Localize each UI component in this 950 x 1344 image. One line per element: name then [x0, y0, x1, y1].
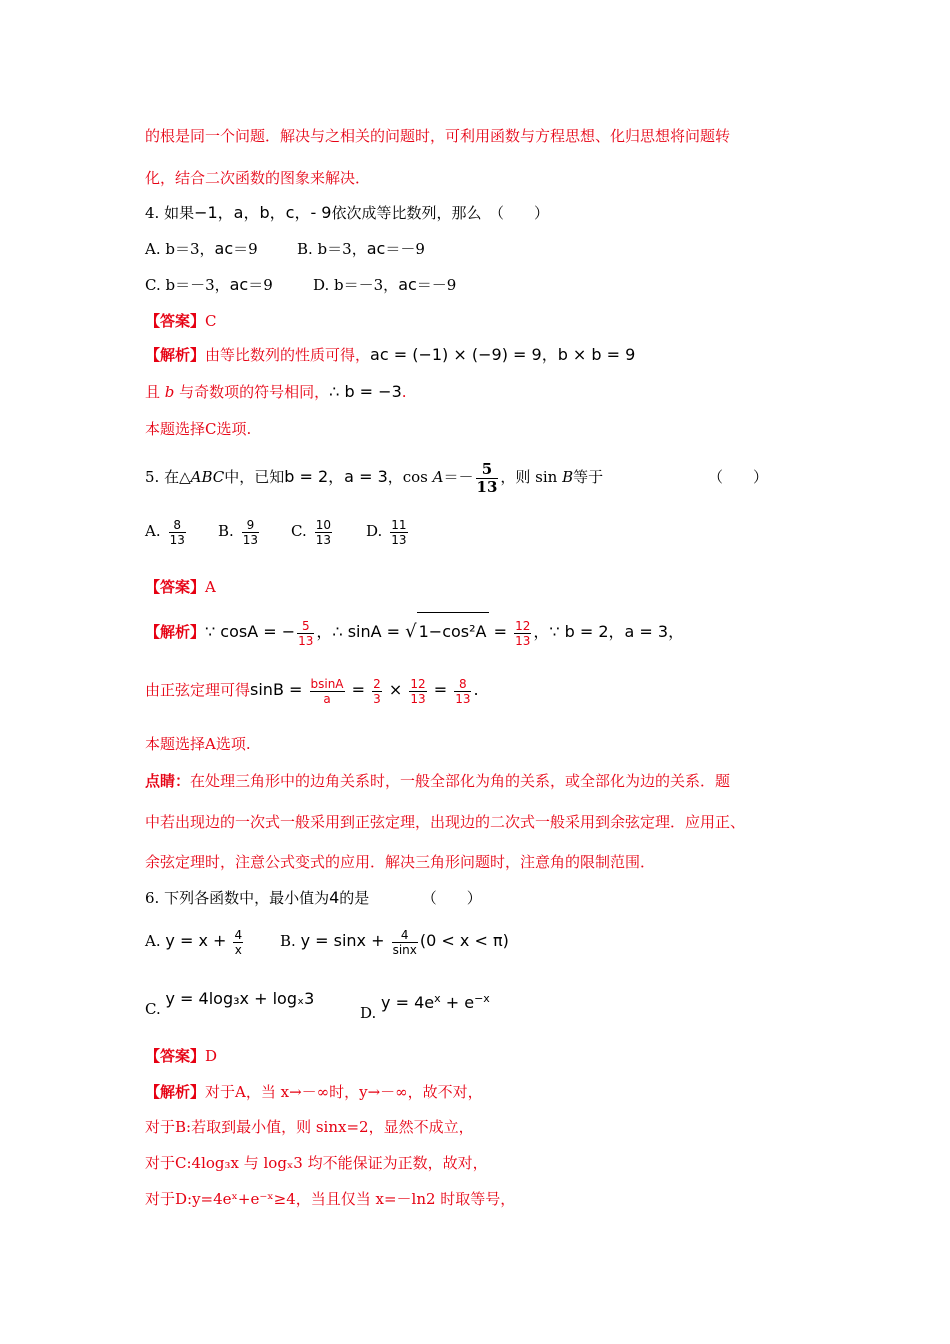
q4-option-c-math: ac [229, 275, 249, 294]
q5-an2-f1-den: a [310, 691, 345, 706]
q5-stem-e: ，则 sin [500, 468, 563, 486]
q5-stem-frac-den: 13 [476, 477, 498, 496]
q5-option-d-frac [390, 518, 407, 547]
q5-option-d-label: D. [366, 522, 383, 540]
q4-conclusion: 本题选择C选项. [145, 420, 252, 438]
q6-option-b-math: y = sinx + [300, 931, 390, 950]
q6-stem-a: 6. 下列各函数中，最小值为 [145, 889, 330, 907]
q5-stem-f: 等于 [573, 468, 604, 486]
q5-option-b-label: B. [218, 522, 234, 540]
q6-option-a-frac [233, 928, 243, 957]
q6-option-a-num: 4 [234, 927, 243, 942]
q4-option-d-text: D. b＝－3， [313, 276, 399, 294]
q4-option-d-math: ac [398, 275, 417, 294]
q5-answer-tag: 【答案】 [145, 578, 206, 596]
q6-option-a-math: y = x + [165, 931, 232, 950]
q5-an2-frac-2 [372, 677, 382, 706]
q5-option-c-label: C. [291, 522, 307, 540]
q4-option-a [145, 239, 258, 259]
q5-option-c-frac [315, 518, 332, 547]
q4-stem-text-a: 4. 如果 [145, 204, 195, 222]
q5-tip-tag: 点睛： [145, 772, 191, 790]
q6-analysis-line-2: 对于B:若取到最小值，则 sinx=2，显然不成立， [145, 1118, 474, 1136]
q5-option-b-den: 13 [242, 532, 259, 547]
q4-answer [145, 311, 217, 331]
q4-option-a-text: A. b＝3， [145, 240, 215, 258]
q6-option-c [145, 985, 315, 1018]
q5-an2-f3-num: 12 [410, 676, 426, 691]
q4-option-b [297, 239, 425, 259]
q5-option-c-num: 10 [315, 517, 331, 532]
q5-stem-fraction [476, 461, 499, 496]
q4-stem [145, 203, 549, 223]
q5-an2-c: × [383, 680, 408, 699]
q6-option-a-den: x [234, 942, 242, 957]
q6-analysis-line-3: 对于C:4log₃x 与 logₓ3 均不能保证为正数，故对， [145, 1154, 488, 1172]
q5-option-b-num: 9 [246, 517, 255, 532]
q6-option-b-label: B. [280, 932, 296, 950]
q5-tip-line-2: 中若出现边的一次式一般采用到正弦定理，出现边的二次式一般采用到余弦定理．应用正、 [145, 813, 746, 831]
q4-stem-text-b: 依次成等比数列，那么 （ ） [331, 204, 549, 222]
q5-answer-value: A [205, 578, 216, 596]
q5-an2-text: 由正弦定理可得 [145, 681, 251, 699]
q5-an2-a: sinB = [250, 680, 308, 699]
q6-option-b-frac [392, 928, 418, 957]
q5-option-b-frac [242, 518, 259, 547]
q4-analysis-2-b: b [164, 383, 175, 401]
q5-stem-d: ＝－ [443, 468, 474, 486]
q6-answer [145, 1046, 217, 1066]
q4-option-c-text-b: ＝9 [248, 276, 273, 294]
q5-option-c [291, 515, 334, 547]
q4-option-c [145, 275, 273, 295]
q5-an1-f1-num: 5 [301, 618, 310, 633]
q5-stem-abc: ABC [190, 468, 225, 486]
intro-line-1: 的根是同一个问题．解决与之相关的问题时，可利用函数与方程思想、化归思想将问题转 [145, 127, 731, 145]
q6-option-a-label: A. [145, 932, 161, 950]
q6-analysis-line-4: 对于D:y=4eˣ+e⁻ˣ≥4，当且仅当 x=－ln2 时取等号， [145, 1190, 516, 1208]
q6-option-b-den: sinx [392, 942, 417, 957]
q5-an1-f2-den: 13 [515, 633, 531, 648]
q4-option-c-text: C. b＝－3， [145, 276, 230, 294]
q5-an2-f2-den: 3 [373, 691, 381, 706]
q5-an1-c: = [488, 622, 513, 641]
q4-analysis-2-c: 与奇数项的符号相同， [174, 383, 330, 401]
q4-answer-value: C [205, 312, 217, 330]
q6-option-d-math-2: + e [440, 993, 475, 1012]
q6-analysis-line-1 [145, 1082, 483, 1102]
q4-option-a-math: ac [214, 239, 234, 258]
q5-option-a-den: 13 [169, 532, 185, 547]
q6-option-c-math: y = 4log₃x + logₓ3 [165, 989, 315, 1008]
q4-option-b-math: ac [366, 239, 386, 258]
q5-stem-angle-a: A [432, 468, 444, 486]
q4-analysis-tag: 【解析】 [145, 346, 206, 364]
q6-option-d-math: y = 4e [381, 993, 435, 1012]
q5-an1-b: ，∴ sinA = [316, 622, 406, 641]
q5-an1-f1-den: 13 [298, 633, 314, 648]
q5-analysis-tag: 【解析】 [145, 623, 206, 641]
q5-tip-line-3: 余弦定理时，注意公式变式的应用．解决三角形问题时，注意角的限制范围． [145, 853, 656, 871]
q5-option-a-frac [169, 518, 186, 547]
q5-an1-a: ∵ cosA = − [205, 622, 296, 641]
q5-conclusion: 本题选择A选项. [145, 735, 251, 753]
q5-option-d [366, 515, 410, 547]
q4-analysis-line-1 [145, 345, 635, 365]
q5-an2-f4-den: 13 [455, 691, 471, 706]
q5-stem [145, 457, 603, 497]
q5-stem-c: ，cos [387, 468, 433, 486]
q4-option-d-text-b: ＝－9 [416, 276, 457, 294]
q4-analysis-2-d: . [401, 383, 407, 401]
q5-analysis-line-2 [145, 671, 479, 709]
q4-analysis-text: 由等比数列的性质可得， [205, 346, 371, 364]
q5-option-b [218, 515, 261, 547]
q5-an1-frac-2 [514, 619, 531, 648]
q4-option-a-text-b: ＝9 [233, 240, 258, 258]
q5-option-c-den: 13 [315, 532, 331, 547]
q5-option-a-label: A. [145, 522, 161, 540]
q6-option-d-sup-2: −x [474, 992, 490, 1005]
q5-stem-math: b = 2，a = 3 [284, 467, 388, 486]
q5-an2-f3-den: 13 [410, 691, 426, 706]
q5-an2-e: . [473, 680, 479, 699]
q4-analysis-2-math: ∴ b = −3 [329, 382, 402, 401]
q5-an2-b: = [346, 680, 371, 699]
q5-stem-frac-num: 5 [481, 459, 493, 478]
q6-stem-b: 的是 （ ） [339, 889, 482, 907]
intro-line-2: 化，结合二次函数的图象来解决． [145, 169, 371, 187]
q6-option-b [280, 922, 509, 960]
q5-an2-f2-num: 2 [373, 676, 381, 691]
q6-answer-value: D [205, 1047, 218, 1065]
q5-option-a-num: 8 [173, 517, 182, 532]
q5-tip-line-1 [145, 771, 730, 791]
q5-analysis-line-1 [145, 612, 684, 651]
q6-answer-tag: 【答案】 [145, 1047, 206, 1065]
q4-analysis-math: ac = (−1) × (−9) = 9，b × b = 9 [370, 345, 636, 364]
q5-an1-f2-num: 12 [515, 618, 531, 633]
q4-stem-math: −1，a，b，c，- 9 [194, 203, 332, 222]
q5-an1-sqrt: 1−cos²A [417, 612, 489, 651]
q6-option-c-label: C. [145, 1000, 161, 1018]
q6-stem [145, 888, 482, 908]
q4-option-d [313, 275, 456, 295]
q5-answer [145, 577, 216, 597]
q6-option-d [360, 985, 490, 1022]
q6-option-b-math-2: (0 < x < π) [419, 931, 509, 950]
q5-an1-frac-1 [297, 619, 314, 648]
q5-option-d-num: 11 [391, 517, 407, 532]
q5-an2-frac-3 [409, 677, 426, 706]
q4-answer-tag: 【答案】 [145, 312, 206, 330]
q6-stem-math: 4 [329, 888, 340, 907]
q5-an1-radical: √ [405, 621, 417, 642]
q6-option-d-label: D. [360, 1004, 377, 1022]
q5-option-d-den: 13 [391, 532, 407, 547]
q6-analysis-1: 对于A，当 x→－∞时，y→－∞，故不对， [205, 1083, 483, 1101]
q6-analysis-tag: 【解析】 [145, 1083, 206, 1101]
q5-an2-d: = [428, 680, 453, 699]
q5-stem-b: 中，已知 [224, 468, 285, 486]
q5-stem-a: 5. 在△ [145, 468, 191, 486]
q5-paren: （ ） [708, 468, 769, 486]
q6-option-d-sup-1: x [434, 992, 441, 1005]
q5-option-a [145, 515, 188, 547]
q4-analysis-line-2 [145, 382, 407, 402]
q5-an1-d: ，∵ b = 2，a = 3， [533, 622, 685, 641]
q5-tip-1: 在处理三角形中的边角关系时，一般全部化为角的关系，或全部化为边的关系．题 [190, 772, 731, 790]
q5-an2-frac-4 [454, 677, 471, 706]
q5-stem-angle-b: B [562, 468, 574, 486]
q4-option-b-text: B. b＝3， [297, 240, 367, 258]
q5-an2-frac-1 [310, 677, 345, 706]
q4-option-b-text-b: ＝－9 [385, 240, 425, 258]
q6-option-b-num: 4 [400, 927, 409, 942]
q6-option-a [145, 922, 245, 960]
q4-analysis-2-a: 且 [145, 383, 165, 401]
q5-an2-f4-num: 8 [459, 676, 467, 691]
q5-an2-f1-num: bsinA [310, 676, 344, 691]
